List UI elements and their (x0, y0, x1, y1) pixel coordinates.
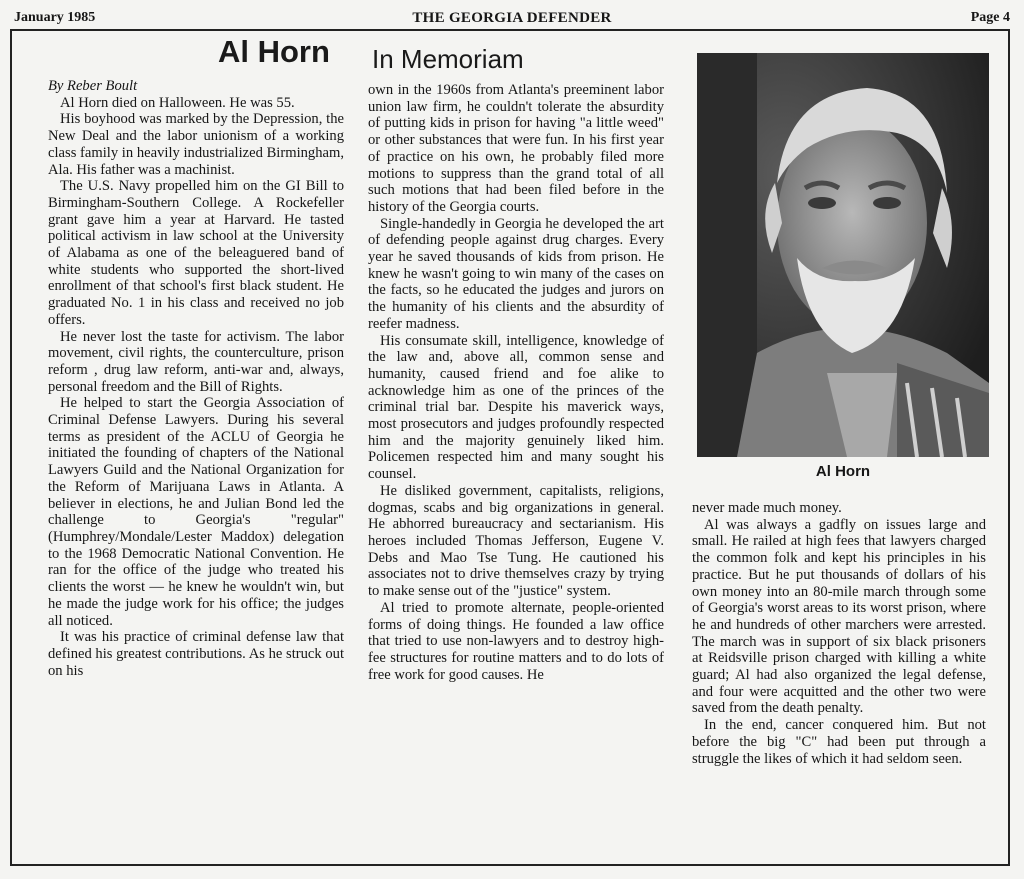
newspaper-title: THE GEORGIA DEFENDER (412, 10, 612, 26)
paragraph: In the end, cancer conquered him. But not before the big "C" had been put through a struggle the likes of which it had seldom seen. (692, 717, 986, 767)
masthead (0, 6, 1024, 28)
paragraph: He never lost the taste for activism. The labor movement, civil rights, the counterculture, prison reform , drug law reform, anti-war and, always, personal freedom and the Bill of Rights. (48, 328, 344, 395)
paragraph: Al Horn died on Halloween. He was 55. (60, 94, 295, 111)
paragraph: He helped to start the Georgia Association of Criminal Defense Lawyers. During his several terms as president of the ACLU of Georgia he initiated the founding of chapters of the National Lawyers Guild and the National Organization for the Reform of Marijuana Laws in Atlanta. A believer in elections, he and Julian Bond led the challenge to Georgia's "regular" (Humphrey/Mondale/Lester Maddox) delegation to the 1968 Democratic National Convention. He ran for the office of the judge who treated his clients the worst — he knew he wouldn't win, but he made the judge work for his office; the judges all noticed. (48, 395, 344, 629)
article-column-2 (368, 82, 664, 852)
paragraph: He disliked government, capitalists, religions, dogmas, scabs and big organizations in general. He abhorred bureaucracy and sectarianism. His heroes included Thomas Jefferson, Eugene V. Debs and Mao Tse Tung. He cautioned his associates not to drive themselves crazy by trying to make sense out of the "justice" system. (368, 482, 664, 600)
paragraph: own in the 1960s from Atlanta's preeminent labor union law firm, he couldn't tolerate the absurdity of putting kids in prison for having "a little weed" or other substances that were fun. In his first year of practice on his own, he probably filed more motions to suppress than the grand total of all such motions that had been filed before in the history of the Georgia courts. (368, 82, 664, 215)
paragraph: It was his practice of criminal defense law that defined his greatest contributions. As he struck out on his (48, 629, 344, 679)
paragraph: Al tried to promote alternate, people-oriented forms of doing things. He founded a law office that tried to use non-lawyers and to destroy high-fee structures for routine matters and to do lots of free work for good causes. He (368, 599, 664, 683)
paragraph: Al was always a gadfly on issues large and small. He railed at high fees that lawyers charged the common folk and kept his principles in his practice. But he put thousands of dollars of his own money into an 80-mile march through some of Georgia's worst areas to its worst prison, where he and hundreds of other marchers were arrested. The march was in support of six black prisoners at Reidsville prison charged with killing a white guard; Al had also organized the legal defense, and four were acquitted and the other two were saved from the death penalty. (692, 516, 986, 717)
photo-caption: Al Horn (815, 463, 871, 480)
issue-date: January 1985 (14, 10, 96, 25)
portrait-photo (697, 53, 989, 457)
headline-subtitle: In Memoriam (372, 44, 524, 74)
headline-name: Al Horn (218, 34, 330, 69)
article-column-1 (48, 78, 344, 852)
paragraph: Single-handedly in Georgia he developed the art of defending people against drug charges. Every year he saved thousands of kids from prison. He knew he wasn't going to win many of the cases on the facts, so he educated the judges and jurors on the humanity of his clients and the absurdity of reefer madness. (368, 215, 664, 332)
page-number: Page 4 (970, 10, 1010, 25)
paragraph: His consumate skill, intelligence, knowledge of the law and, above all, common sense and humanity, caused friend and foe alike to acknowledge him as one of the princes of the criminal trial bar. Despite his maverick ways, most prosecutors and judges profoundly respected him and the majority genuinely liked him. Policemen respected him and many sought his counsel. (368, 332, 664, 483)
paragraph: His boyhood was marked by the Depression, the New Deal and the labor unionism of a working class family in heavily industrialized Birmingham, Ala. His father was a machinist. (48, 111, 344, 178)
article-column-3 (692, 500, 986, 852)
paragraph: The U.S. Navy propelled him on the GI Bill to Birmingham-Southern College. A Rockefeller grant gave him a year at Harvard. He tasted political activism in law school at the University of Alabama as one of the beleaguered band of white students who supported the short-lived enrollment of that school's first black student. He graduated No. 1 in his class and received no job offers. (48, 178, 344, 328)
paragraph: never made much money. (692, 500, 842, 516)
byline: By Reber Boult (48, 78, 138, 94)
